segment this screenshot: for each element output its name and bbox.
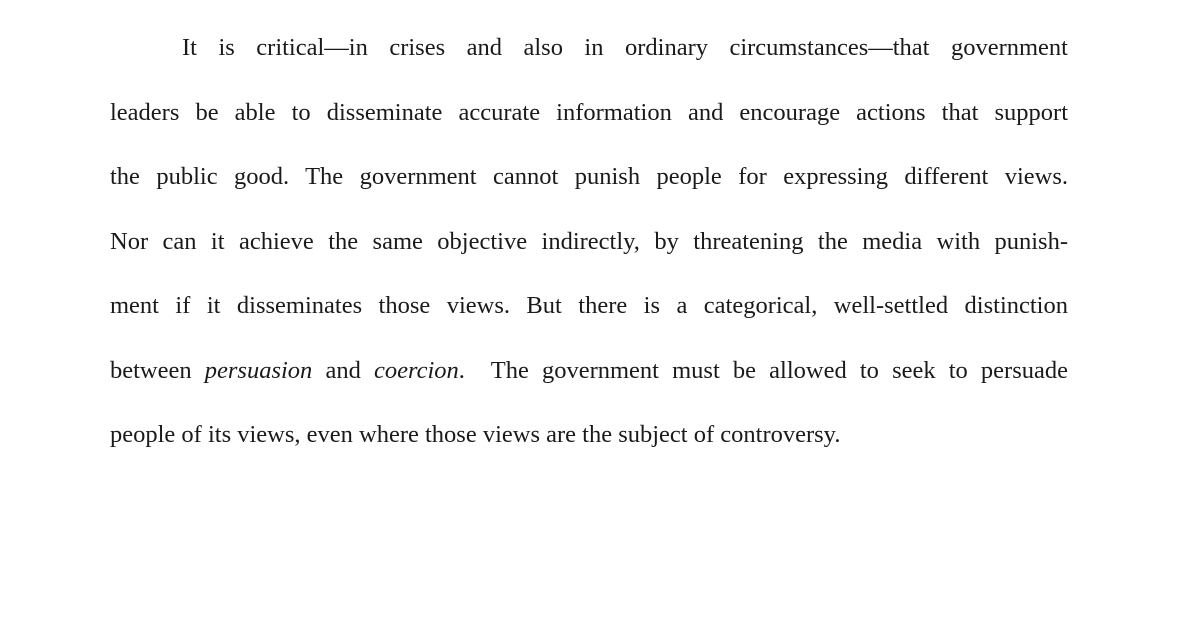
- paragraph-line-2: leaders be able to disseminate accurate information and encourage actions that support: [110, 98, 1068, 126]
- line-6-after-text: . The government must be allowed to seek to persuade: [458, 356, 1068, 384]
- line-6-before-text: between: [110, 356, 205, 384]
- paragraph-line-7: people of its views, even where those views are the subject of controversy.: [110, 421, 841, 448]
- paragraph-line-1: It is critical—in crises and also in ordinary circumstances—that government: [182, 34, 1068, 61]
- paragraph-line-4: Nor can it achieve the same objective indirectly, by threatening the media with punish-: [110, 227, 1068, 255]
- italic-term-persuasion: persuasion: [204, 356, 313, 384]
- body-paragraph: [110, 28, 1068, 480]
- paragraph-line-6: [110, 351, 1068, 416]
- paragraph-line-5: ment if it disseminates those views. But there is a categorical, well-settled distinction: [110, 292, 1068, 319]
- italic-term-coercion: coercion: [373, 356, 459, 384]
- line-6-middle-text: and: [312, 356, 374, 384]
- paragraph-line-3: the public good. The government cannot punish people for expressing different views.: [110, 163, 1068, 190]
